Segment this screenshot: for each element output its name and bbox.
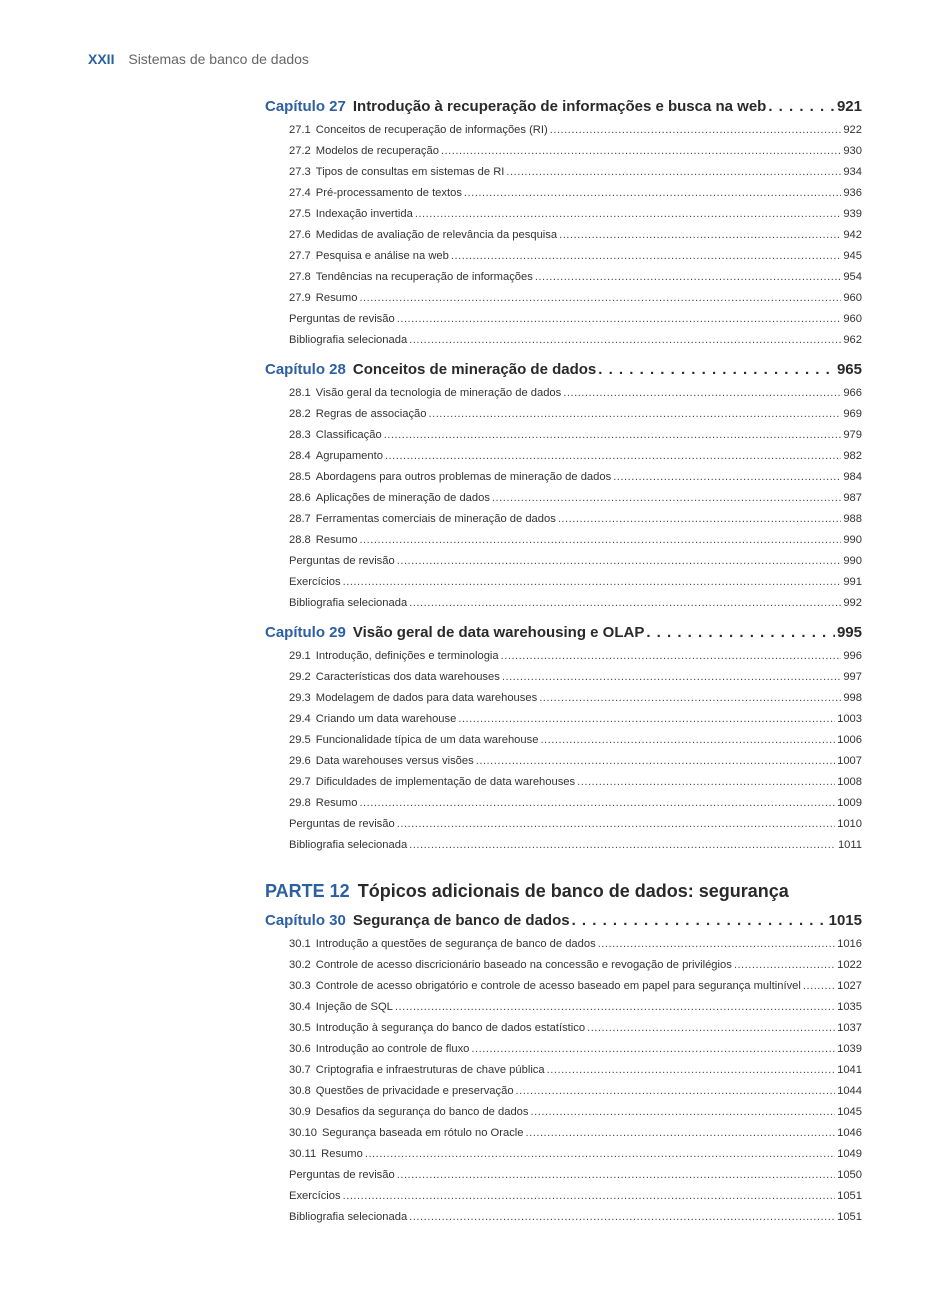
section-page: 1050 — [837, 1169, 862, 1181]
section-number: 28.3 — [289, 429, 311, 441]
section-number: 30.11 — [289, 1148, 317, 1160]
toc-entry[interactable] — [289, 1144, 862, 1165]
section-page: 936 — [843, 187, 862, 199]
toc-entry[interactable] — [289, 183, 862, 204]
section-page: 1046 — [837, 1127, 862, 1139]
section-page: 942 — [843, 229, 862, 241]
section-number: 28.2 — [289, 408, 311, 420]
section-page: 1051 — [837, 1190, 862, 1202]
toc-entry[interactable] — [289, 1207, 862, 1228]
section-title: Abordagens para outros problemas de mineração de dados — [315, 471, 612, 483]
toc-entry[interactable] — [289, 141, 862, 162]
toc-entry[interactable] — [289, 976, 862, 997]
section-title: Criando um data warehouse — [315, 713, 457, 725]
section-number: 30.1 — [289, 938, 311, 950]
toc-entry[interactable] — [289, 572, 862, 593]
section-title: Injeção de SQL — [315, 1001, 393, 1013]
section-title: Visão geral da tecnologia de mineração de dados — [315, 387, 562, 399]
toc-entry[interactable] — [289, 267, 862, 288]
dot-leader — [768, 94, 835, 120]
toc-entry[interactable] — [289, 814, 862, 835]
chapter-number: Capítulo 27 — [265, 98, 346, 115]
section-page: 1003 — [837, 713, 862, 725]
section-number: 30.8 — [289, 1085, 311, 1097]
toc-entry[interactable] — [289, 330, 862, 351]
section-title: Introdução à segurança do banco de dados estatístico — [315, 1022, 586, 1034]
section-title: Segurança baseada em rótulo no Oracle — [322, 1127, 524, 1139]
section-title: Bibliografia selecionada — [289, 597, 408, 609]
section-title: Exercícios — [289, 576, 341, 588]
section-page: 1016 — [837, 938, 862, 950]
dot-leader — [535, 267, 842, 288]
toc-entry[interactable] — [289, 793, 862, 814]
toc-entry[interactable] — [289, 1123, 862, 1144]
section-number: 27.5 — [289, 208, 311, 220]
section-title: Controle de acesso discricionário baseado na concessão e revogação de privilégios — [315, 959, 732, 971]
section-title: Regras de associação — [315, 408, 427, 420]
toc-entry[interactable] — [289, 204, 862, 225]
toc-entry[interactable] — [289, 1060, 862, 1081]
dot-leader — [409, 835, 836, 856]
toc-entry[interactable] — [289, 288, 862, 309]
section-number: 27.7 — [289, 250, 311, 262]
section-number: 28.8 — [289, 534, 311, 546]
dot-leader — [395, 997, 835, 1018]
section-number: 29.6 — [289, 755, 311, 767]
dot-leader — [409, 593, 841, 614]
part-number: PARTE 12 — [265, 881, 350, 901]
dot-leader — [343, 572, 842, 593]
chapter-number: Capítulo 30 — [265, 912, 346, 929]
section-title: Classificação — [315, 429, 382, 441]
section-number: 27.1 — [289, 124, 311, 136]
section-page: 962 — [843, 334, 862, 346]
dot-leader — [384, 425, 842, 446]
section-page: 1035 — [837, 1001, 862, 1013]
chapter-page: 995 — [836, 624, 862, 641]
dot-leader — [803, 976, 835, 997]
chapter-number: Capítulo 28 — [265, 361, 346, 378]
section-number: 30.3 — [289, 980, 311, 992]
section-page: 1008 — [837, 776, 862, 788]
dot-leader — [559, 225, 841, 246]
toc-entry[interactable] — [289, 646, 862, 667]
section-page: 991 — [843, 576, 862, 588]
section-number: 27.8 — [289, 271, 311, 283]
section-page: 996 — [843, 650, 862, 662]
dot-leader — [397, 814, 835, 835]
section-number: 30.10 — [289, 1127, 317, 1139]
chapter-page: 965 — [836, 361, 862, 378]
section-title: Data warehouses versus visões — [315, 755, 474, 767]
section-page: 1007 — [837, 755, 862, 767]
dot-leader — [343, 1186, 836, 1207]
section-title: Perguntas de revisão — [289, 313, 395, 325]
section-page: 1011 — [837, 839, 862, 851]
section-page: 979 — [843, 429, 862, 441]
dot-leader — [409, 330, 841, 351]
dot-leader — [531, 1102, 836, 1123]
dot-leader — [646, 620, 835, 646]
section-title: Controle de acesso obrigatório e controle de acesso baseado em papel para segurança multinível — [315, 980, 801, 992]
section-title: Bibliografia selecionada — [289, 839, 408, 851]
section-title: Resumo — [321, 1148, 363, 1160]
section-page: 960 — [843, 292, 862, 304]
section-title: Bibliografia selecionada — [289, 334, 408, 346]
section-number: 28.4 — [289, 450, 311, 462]
table-of-contents — [265, 94, 862, 1234]
dot-leader — [502, 667, 841, 688]
section-page: 992 — [843, 597, 862, 609]
toc-entry[interactable] — [289, 1102, 862, 1123]
section-number: 29.7 — [289, 776, 311, 788]
section-title: Pré-processamento de textos — [315, 187, 462, 199]
chapter-title: Visão geral de data warehousing e OLAP — [352, 624, 645, 641]
section-page: 1051 — [837, 1211, 862, 1223]
dot-leader — [734, 955, 835, 976]
dot-leader — [506, 162, 841, 183]
toc-entry[interactable] — [289, 730, 862, 751]
dot-leader — [471, 1039, 835, 1060]
section-number: 30.4 — [289, 1001, 311, 1013]
section-page: 954 — [843, 271, 862, 283]
section-number: 28.1 — [289, 387, 311, 399]
dot-leader — [415, 204, 842, 225]
section-page: 1022 — [837, 959, 862, 971]
dot-leader — [501, 646, 842, 667]
chapter-block — [265, 908, 862, 1228]
chapter-heading[interactable] — [265, 94, 862, 120]
running-head — [88, 51, 309, 67]
section-number: 27.3 — [289, 166, 311, 178]
section-title: Perguntas de revisão — [289, 555, 395, 567]
section-title: Introdução ao controle de fluxo — [315, 1043, 470, 1055]
section-page: 997 — [843, 671, 862, 683]
chapter-page: 921 — [836, 98, 862, 115]
dot-leader — [572, 908, 827, 934]
chapter-title: Conceitos de mineração de dados — [352, 361, 597, 378]
section-page: 1027 — [837, 980, 862, 992]
dot-leader — [558, 509, 842, 530]
dot-leader — [587, 1018, 835, 1039]
chapter-heading[interactable] — [265, 908, 862, 934]
toc-entry[interactable] — [289, 488, 862, 509]
section-page: 1045 — [837, 1106, 862, 1118]
section-title: Questões de privacidade e preservação — [315, 1085, 514, 1097]
section-page: 969 — [843, 408, 862, 420]
section-title: Funcionalidade típica de um data warehouse — [315, 734, 539, 746]
dot-leader — [540, 730, 835, 751]
section-page: 987 — [843, 492, 862, 504]
section-title: Resumo — [315, 797, 358, 809]
section-page: 945 — [843, 250, 862, 262]
section-number: 29.1 — [289, 650, 311, 662]
dot-leader — [451, 246, 841, 267]
chapter-heading[interactable] — [265, 620, 862, 646]
dot-leader — [550, 120, 842, 141]
toc-entry[interactable] — [289, 667, 862, 688]
section-number: 30.5 — [289, 1022, 311, 1034]
section-title: Ferramentas comerciais de mineração de dados — [315, 513, 556, 525]
section-title: Resumo — [315, 534, 358, 546]
section-page: 1039 — [837, 1043, 862, 1055]
dot-leader — [365, 1144, 835, 1165]
section-title: Aplicações de mineração de dados — [315, 492, 490, 504]
section-page: 982 — [843, 450, 862, 462]
section-title: Conceitos de recuperação de informações (RI) — [315, 124, 548, 136]
section-page: 1044 — [837, 1085, 862, 1097]
toc-entry[interactable] — [289, 934, 862, 955]
section-number: 30.9 — [289, 1106, 311, 1118]
dot-leader — [598, 934, 835, 955]
toc-entry[interactable] — [289, 246, 862, 267]
dot-leader — [359, 288, 841, 309]
section-title: Modelos de recuperação — [315, 145, 439, 157]
dot-leader — [539, 688, 841, 709]
dot-leader — [563, 383, 841, 404]
toc-entry[interactable] — [289, 1018, 862, 1039]
dot-leader — [526, 1123, 836, 1144]
section-title: Introdução a questões de segurança de banco de dados — [315, 938, 596, 950]
toc-entry[interactable] — [289, 551, 862, 572]
section-title: Pesquisa e análise na web — [315, 250, 449, 262]
section-number: 27.2 — [289, 145, 311, 157]
chapter-heading[interactable] — [265, 357, 862, 383]
toc-entry[interactable] — [289, 530, 862, 551]
chapter-block — [265, 357, 862, 614]
toc-entry[interactable] — [289, 404, 862, 425]
dot-leader — [397, 551, 842, 572]
section-page: 990 — [843, 555, 862, 567]
toc-entry[interactable] — [289, 309, 862, 330]
section-title: Características dos data warehouses — [315, 671, 500, 683]
chapter-title: Segurança de banco de dados — [352, 912, 570, 929]
toc-entry[interactable] — [289, 955, 862, 976]
dot-leader — [428, 404, 841, 425]
dot-leader — [441, 141, 841, 162]
section-page: 922 — [843, 124, 862, 136]
section-page: 990 — [843, 534, 862, 546]
dot-leader — [492, 488, 841, 509]
dot-leader — [476, 751, 835, 772]
section-number: 27.9 — [289, 292, 311, 304]
section-number: 28.7 — [289, 513, 311, 525]
section-page: 988 — [843, 513, 862, 525]
section-title: Medidas de avaliação de relevância da pesquisa — [315, 229, 558, 241]
dot-leader — [359, 530, 841, 551]
toc-entry[interactable] — [289, 997, 862, 1018]
section-title: Perguntas de revisão — [289, 818, 395, 830]
dot-leader — [547, 1060, 835, 1081]
section-title: Tipos de consultas em sistemas de RI — [315, 166, 505, 178]
section-page: 1010 — [837, 818, 862, 830]
toc-entry[interactable] — [289, 383, 862, 404]
section-title: Introdução, definições e terminologia — [315, 650, 499, 662]
section-page: 1037 — [837, 1022, 862, 1034]
toc-entry[interactable] — [289, 1186, 862, 1207]
section-title: Indexação invertida — [315, 208, 413, 220]
section-title: Dificuldades de implementação de data warehouses — [315, 776, 576, 788]
section-title: Resumo — [315, 292, 358, 304]
section-number: 27.4 — [289, 187, 311, 199]
section-number: 27.6 — [289, 229, 311, 241]
section-page: 998 — [843, 692, 862, 704]
dot-leader — [397, 309, 842, 330]
chapter-block — [265, 94, 862, 351]
dot-leader — [409, 1207, 835, 1228]
part-heading — [265, 876, 862, 906]
section-title: Exercícios — [289, 1190, 341, 1202]
section-page: 930 — [843, 145, 862, 157]
dot-leader — [613, 467, 841, 488]
dot-leader — [359, 793, 835, 814]
dot-leader — [385, 446, 841, 467]
toc-entry[interactable] — [289, 225, 862, 246]
section-number: 30.7 — [289, 1064, 311, 1076]
toc-entry[interactable] — [289, 772, 862, 793]
toc-entry[interactable] — [289, 751, 862, 772]
toc-entry[interactable] — [289, 162, 862, 183]
toc-entry[interactable] — [289, 709, 862, 730]
toc-entry[interactable] — [289, 120, 862, 141]
section-page: 960 — [843, 313, 862, 325]
toc-entry[interactable] — [289, 1165, 862, 1186]
section-page: 1049 — [837, 1148, 862, 1160]
section-title: Agrupamento — [315, 450, 383, 462]
chapter-page: 1015 — [828, 912, 862, 929]
toc-entry[interactable] — [289, 446, 862, 467]
toc-entry[interactable] — [289, 425, 862, 446]
toc-entry[interactable] — [289, 593, 862, 614]
section-title: Tendências na recuperação de informações — [315, 271, 533, 283]
section-page: 1041 — [837, 1064, 862, 1076]
section-number: 28.6 — [289, 492, 311, 504]
section-page: 1009 — [837, 797, 862, 809]
dot-leader — [458, 709, 835, 730]
section-number: 30.6 — [289, 1043, 311, 1055]
section-page: 939 — [843, 208, 862, 220]
chapter-number: Capítulo 29 — [265, 624, 346, 641]
section-number: 30.2 — [289, 959, 311, 971]
toc-entry[interactable] — [289, 835, 862, 856]
dot-leader — [397, 1165, 835, 1186]
toc-entry[interactable] — [289, 1081, 862, 1102]
section-page: 934 — [843, 166, 862, 178]
section-title: Desafios da segurança do banco de dados — [315, 1106, 529, 1118]
page-number: XXII — [88, 51, 115, 67]
section-title: Modelagem de dados para data warehouses — [315, 692, 538, 704]
section-number: 29.3 — [289, 692, 311, 704]
dot-leader — [598, 357, 835, 383]
dot-leader — [464, 183, 841, 204]
dot-leader — [577, 772, 835, 793]
toc-entry[interactable] — [289, 467, 862, 488]
section-page: 984 — [843, 471, 862, 483]
toc-entry[interactable] — [289, 688, 862, 709]
section-page: 966 — [843, 387, 862, 399]
section-number: 28.5 — [289, 471, 311, 483]
chapter-block — [265, 620, 862, 856]
section-page: 1006 — [837, 734, 862, 746]
part-title: Tópicos adicionais de banco de dados: segurança — [357, 881, 789, 901]
toc-entry[interactable] — [289, 1039, 862, 1060]
section-title: Perguntas de revisão — [289, 1169, 395, 1181]
chapter-title: Introdução à recuperação de informações e busca na web — [352, 98, 767, 115]
book-title: Sistemas de banco de dados — [128, 51, 309, 67]
dot-leader — [516, 1081, 836, 1102]
section-number: 29.5 — [289, 734, 311, 746]
section-title: Bibliografia selecionada — [289, 1211, 408, 1223]
toc-entry[interactable] — [289, 509, 862, 530]
section-number: 29.2 — [289, 671, 311, 683]
section-number: 29.4 — [289, 713, 311, 725]
section-number: 29.8 — [289, 797, 311, 809]
section-title: Criptografia e infraestruturas de chave pública — [315, 1064, 545, 1076]
